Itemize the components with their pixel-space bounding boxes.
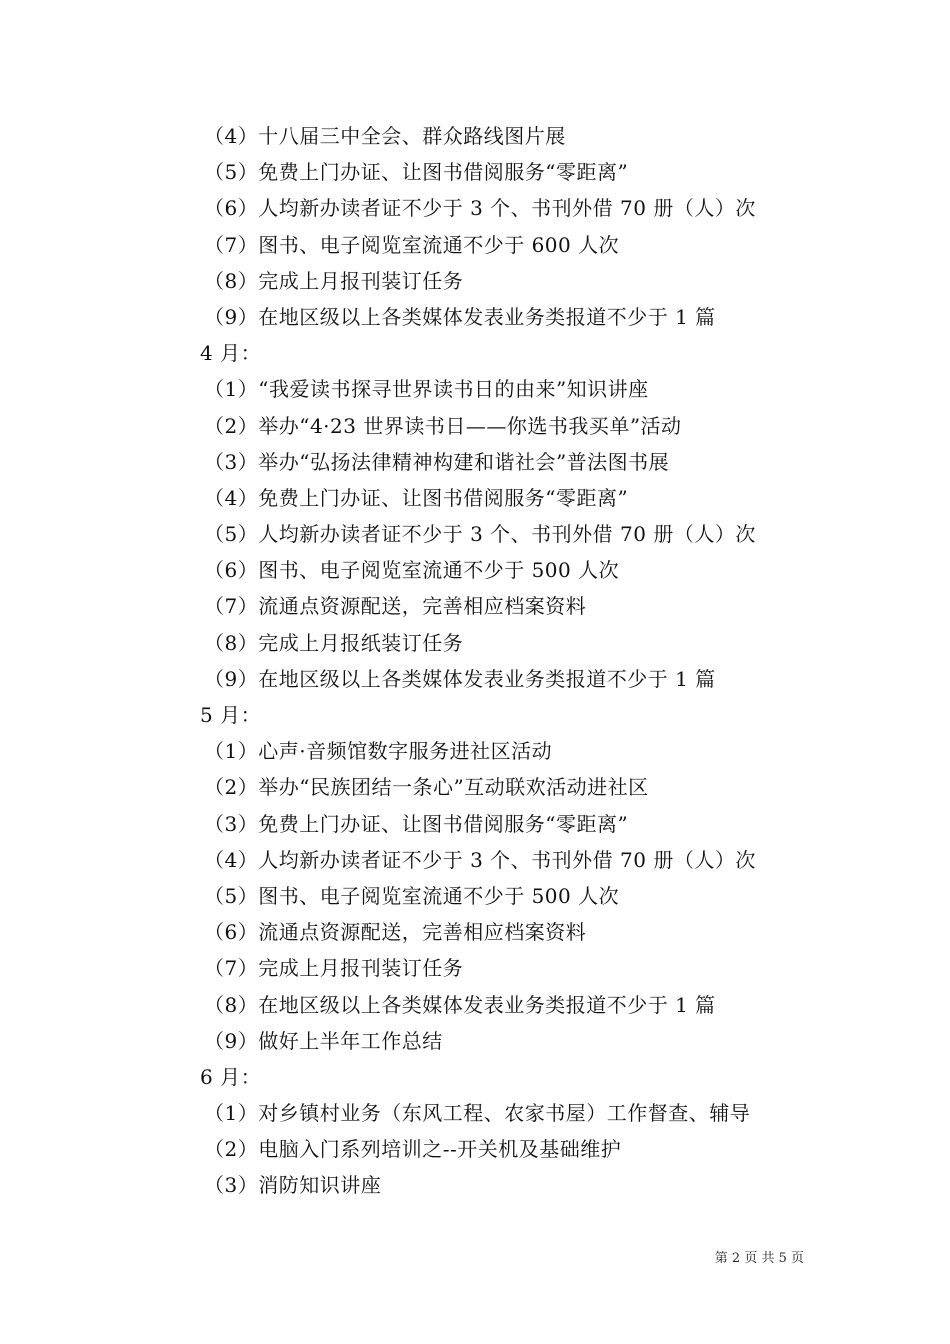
plan-item: （2）举办“4·23 世界读书日——你选书我买单”活动 <box>204 413 682 438</box>
plan-item: （4）十八届三中全会、群众路线图片展 <box>204 124 566 148</box>
page-number-footer: 第 2 页 共 5 页 <box>714 1251 804 1266</box>
plan-item: （6）图书、电子阅览室流通不少于 500 人次 <box>204 558 620 583</box>
month-heading: 6 月： <box>200 1064 262 1089</box>
plan-item: （5）图书、电子阅览室流通不少于 500 人次 <box>204 883 620 908</box>
plan-item: （4）人均新办读者证不少于 3 个、书刊外借 70 册（人）次 <box>204 847 756 872</box>
plan-item: （5）人均新办读者证不少于 3 个、书刊外借 70 册（人）次 <box>204 522 756 547</box>
plan-item: （8）完成上月报刊装订任务 <box>204 268 464 293</box>
plan-item: （9）在地区级以上各类媒体发表业务类报道不少于 1 篇 <box>204 304 716 329</box>
month-heading: 5 月： <box>200 703 262 727</box>
plan-item: （6）人均新办读者证不少于 3 个、书刊外借 70 册（人）次 <box>204 196 756 221</box>
plan-item: （8）完成上月报纸装订任务 <box>204 630 464 655</box>
plan-item: （3）举办“弘扬法律精神构建和谐社会”普法图书展 <box>204 449 670 474</box>
plan-item: （7）流通点资源配送，完善相应档案资料 <box>204 594 587 619</box>
plan-item: （7）完成上月报刊装订任务 <box>204 956 464 981</box>
plan-item: （5）免费上门办证、让图书借阅服务“零距离” <box>204 160 629 185</box>
plan-item: （4）免费上门办证、让图书借阅服务“零距离” <box>204 485 629 510</box>
plan-item: （1）对乡镇村业务（东风工程、农家书屋）工作督查、辅导 <box>204 1101 751 1126</box>
plan-item: （2）举办“民族团结一条心”互动联欢活动进社区 <box>204 775 649 800</box>
document-body <box>200 118 860 1204</box>
plan-item: （8）在地区级以上各类媒体发表业务类报道不少于 1 篇 <box>204 992 716 1017</box>
plan-item: （7）图书、电子阅览室流通不少于 600 人次 <box>204 232 620 257</box>
plan-item: （9）做好上半年工作总结 <box>204 1028 443 1053</box>
plan-item: （1）“我爱读书探寻世界读书日的由来”知识讲座 <box>204 377 649 402</box>
plan-item: （6）流通点资源配送，完善相应档案资料 <box>204 920 587 945</box>
plan-item: （9）在地区级以上各类媒体发表业务类报道不少于 1 篇 <box>204 666 716 691</box>
plan-item: （2）电脑入门系列培训之--开关机及基础维护 <box>204 1137 622 1162</box>
month-heading: 4 月： <box>200 341 262 366</box>
plan-item: （3）免费上门办证、让图书借阅服务“零距离” <box>204 811 629 836</box>
plan-item: （1）心声·音频馆数字服务进社区活动 <box>204 739 553 764</box>
plan-item: （3）消防知识讲座 <box>204 1173 382 1198</box>
